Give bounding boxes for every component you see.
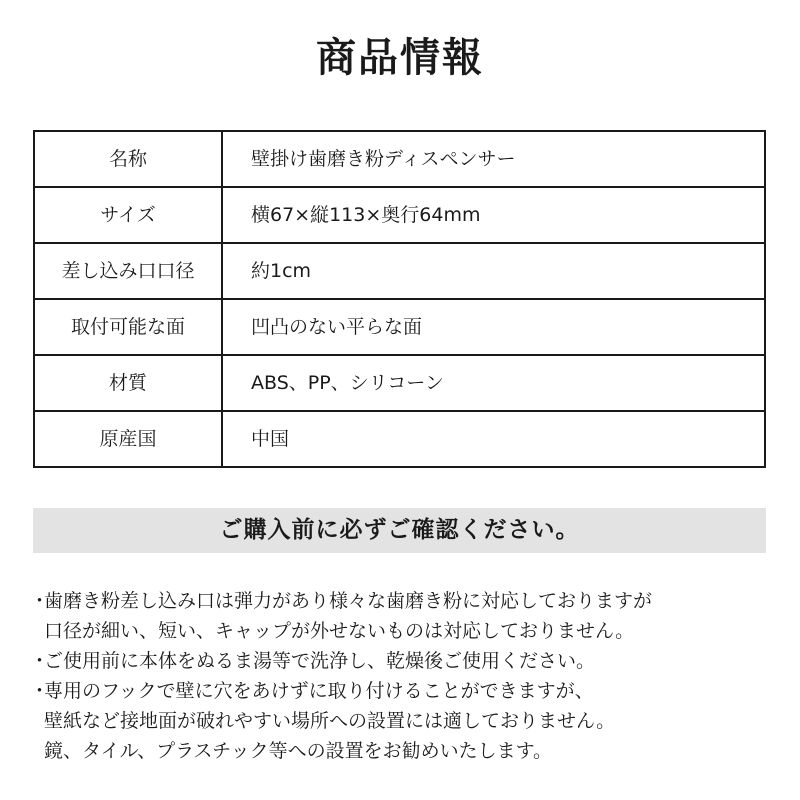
spec-value-nozzle-diameter: 約1cm xyxy=(222,243,765,299)
note-text: 歯磨き粉差し込み口は弾力があり様々な歯磨き粉に対応しておりますが xyxy=(44,590,653,612)
note-line xyxy=(30,586,775,616)
note-text: ご使用前に本体をぬるま湯等で洗浄し、乾燥後ご使用ください。 xyxy=(44,650,596,672)
spec-label-nozzle-diameter: 差し込み口口径 xyxy=(34,243,222,299)
notice-heading: ご購入前に必ずご確認ください。 xyxy=(33,508,766,553)
notice-list xyxy=(30,586,775,766)
spec-label-material: 材質 xyxy=(34,355,222,411)
bullet-mark: ・ xyxy=(30,650,50,672)
note-line xyxy=(30,646,775,676)
note-line xyxy=(30,616,775,646)
table-row xyxy=(34,299,765,355)
note-text: 口径が細い、短い、キャップが外せないものは対応しておりません。 xyxy=(44,620,635,642)
spec-label-name: 名称 xyxy=(34,131,222,187)
spec-value-size: 横67×縦113×奥行64mm xyxy=(222,187,765,243)
page-title: 商品情報 xyxy=(316,35,484,81)
table-row xyxy=(34,131,765,187)
table-row xyxy=(34,187,765,243)
spec-label-size: サイズ xyxy=(34,187,222,243)
note-text: 専用のフックで壁に穴をあけずに取り付けることができますが、 xyxy=(44,680,594,702)
spec-label-mount-surface: 取付可能な面 xyxy=(34,299,222,355)
table-row xyxy=(34,243,765,299)
bullet-mark: ・ xyxy=(30,590,50,612)
product-spec-table xyxy=(33,130,766,468)
bullet-mark: ・ xyxy=(30,680,50,702)
note-line xyxy=(30,736,775,766)
note-text: 鏡、タイル、プラスチック等への設置をお勧めいたします。 xyxy=(44,740,553,762)
note-line xyxy=(30,706,775,736)
table-row xyxy=(34,411,765,467)
spec-value-material: ABS、PP、シリコーン xyxy=(222,355,765,411)
spec-value-mount-surface: 凹凸のない平らな面 xyxy=(222,299,765,355)
spec-value-name: 壁掛け歯磨き粉ディスペンサー xyxy=(222,131,765,187)
spec-label-origin: 原産国 xyxy=(34,411,222,467)
note-line xyxy=(30,676,775,706)
table-row xyxy=(34,355,765,411)
note-text: 壁紙など接地面が破れやすい場所への設置には適しておりません。 xyxy=(44,710,616,732)
spec-value-origin: 中国 xyxy=(222,411,765,467)
